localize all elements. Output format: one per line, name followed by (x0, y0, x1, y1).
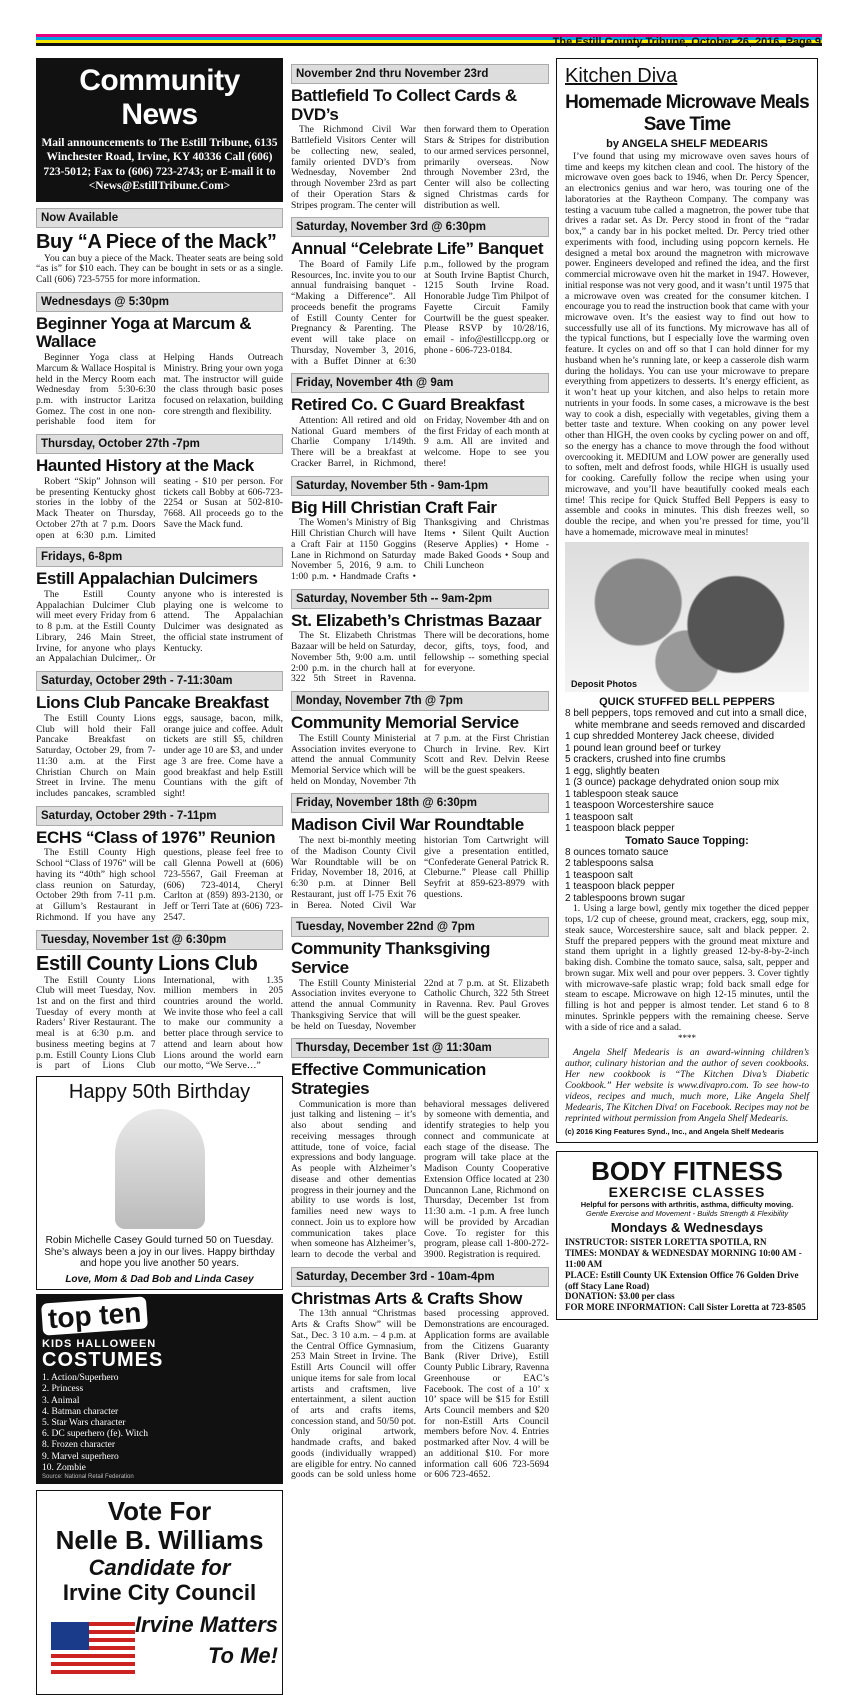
list-item: 1. Action/Superhero (42, 1373, 119, 1384)
news-item (36, 208, 283, 286)
list-item: 1 teaspoon black pepper (565, 881, 675, 893)
vote-line1: Vote For (107, 1496, 212, 1527)
list-item: 1 teaspoon salt (565, 811, 633, 823)
ingredients-list (565, 708, 809, 835)
fitness-more: FOR MORE INFORMATION: Call Sister Loretta at 723-8505 (565, 1302, 806, 1313)
item-title: Christmas Arts & Crafts Show (291, 1288, 522, 1308)
fitness-place: PLACE: Estill County UK Extension Office 76 Golden Drive (off Stacy Lane Road) (565, 1269, 799, 1291)
kitchen-diva-box (556, 58, 818, 1143)
item-body: The Estill County Ministerial Association invites everyone to attend the annual Community Thanksgiving Service that will be held on Tuesday, November 22nd at 7 p.m. at St. Elizabeth Catholic Church, 322 5th Street in Ravenna. Rev. Paul Groves will be the guest speaker. (291, 977, 549, 1032)
vote-line5: Irvine Matters (134, 1611, 278, 1637)
fitness-tag2: Gentle Exercise and Movement - Builds Strength & Flexibility (585, 1209, 789, 1219)
item-date-header: Saturday, November 5th -- 9am-2pm (291, 589, 549, 609)
item-date-header: Saturday, October 29th - 7-11pm (36, 806, 283, 826)
list-item: 9. Marvel superhero (42, 1451, 119, 1462)
list-item: 8 ounces tomato sauce (565, 846, 669, 858)
item-body: The Women’s Ministry of Big Hill Christian Church will have a Craft Fair at 1150 Goggins Lane in Richmond on Saturday November 5, 2016, 9 a.m. to 1:00 p.m. • Handmade Crafts • Thanksgiving and Christmas Items • Silent Quilt Auction (Reserve Applies) • Home - made Baked Goods • Soup and Chili Luncheon (291, 517, 549, 582)
top-ten-line2: COSTUMES (42, 1349, 164, 1372)
item-date-header: Saturday, December 3rd - 10am-4pm (291, 1267, 549, 1287)
item-title: Estill Appalachian Dulcimers (36, 569, 258, 589)
item-date-header: Saturday, October 29th - 7-11:30am (36, 671, 283, 691)
kitchen-diva-header: Kitchen Diva (565, 65, 678, 87)
list-item: 1 (3 ounce) package dehydrated onion soup mix (565, 777, 780, 789)
list-item: 1 cup shredded Monterey Jack cheese, divided (565, 731, 775, 743)
news-item (291, 64, 549, 211)
item-body: The Estill County Ministerial Association invites everyone to attend the annual Community Memorial Service which will be held on Monday, November 7th at 7 p.m. at the First Christian Church in Irvine. Rev. Kirt Scott and Rev. Delvin Reese will be the guest speakers. (291, 732, 549, 787)
column-3 (556, 58, 818, 1320)
fitness-tag1: Helpful for persons with arthritis, asthma, difficulty moving. (580, 1200, 794, 1210)
news-item (36, 292, 283, 429)
item-date-header: Wednesdays @ 5:30pm (36, 292, 283, 312)
item-title: Community Memorial Service (291, 713, 519, 733)
item-body: The Estill County Appalachian Dulcimer Club will meet every Friday from 6 to 8 p.m. at the Estill County Library, 246 Main Street, Irvine, for anyone who plays an Appalachian Dulcimer,. Or anyone who is interested is playing one is welcome to attend. The Appalachian Dulcimer was designated as the official state instrument of Kentucky. (36, 589, 283, 665)
community-news-address: Mail announcements to The Estill Tribune, 6135 Winchester Road, Irvine, KY 40336 Call (606) 723-5012; Fax to (606) 723-2743; or E-mail it to <News@EstillTribune.Com> (41, 137, 278, 193)
list-item: 3. Animal (42, 1395, 80, 1406)
list-item: 5. Star Wars character (42, 1417, 126, 1428)
item-date-header: Thursday, December 1st @ 11:30am (291, 1038, 549, 1058)
news-item (291, 917, 549, 1032)
item-title: Effective Communication Strategies (291, 1060, 486, 1099)
body-fitness-ad (556, 1151, 818, 1320)
item-body: The St. Elizabeth Christmas Bazaar will be held on Saturday, November 5th, 9:00 a.m. until 2:00 p.m. in the church hall at 322 5th Street in Ravenna. There will be decorations, home decor, gifts, toys, food, and fellowship -- something special for everyone. (291, 630, 549, 685)
birthday-message: Robin Michelle Casey Gould turned 50 on Tuesday. She’s always been a joy in our lives. Happy birthday and hope you live another 50 years. (44, 1235, 275, 1270)
news-item (36, 930, 283, 1073)
list-item: 2 tablespoons salsa (565, 858, 654, 870)
list-item: 1 teaspoon black pepper (565, 823, 675, 835)
recipe-title: QUICK STUFFED BELL PEPPERS (599, 696, 775, 709)
news-item (36, 671, 283, 800)
item-date-header: Saturday, November 5th - 9am-1pm (291, 476, 549, 496)
item-title: St. Elizabeth’s Christmas Bazaar (291, 610, 542, 630)
item-date-header: Thursday, October 27th -7pm (36, 434, 283, 454)
news-item (291, 589, 549, 685)
fitness-donation: DONATION: $3.00 per class (565, 1291, 675, 1302)
item-title: Big Hill Christian Craft Fair (291, 497, 497, 517)
fitness-days: Mondays & Wednesdays (610, 1220, 764, 1236)
vote-line4: Irvine City Council (62, 1579, 257, 1605)
list-item: 1 teaspoon Worcestershire sauce (565, 800, 714, 812)
item-title: Community Thanksgiving Service (291, 939, 490, 977)
list-item: 1 teaspoon salt (565, 869, 633, 881)
birthday-signoff-text: Love, Mom & Dad Bob and Linda Casey (65, 1273, 254, 1285)
item-title: Annual “Celebrate Life” Banquet (291, 239, 544, 259)
peppers-photo (565, 542, 809, 692)
item-body: You can buy a piece of the Mack. Theater seats are being sold “as is” for $10 each. They can be bought in sets or as a single. Call (606) 723-5755 for more information. (36, 252, 283, 285)
top-ten-list (42, 1373, 277, 1474)
item-date-header: Tuesday, November 1st @ 6:30pm (36, 930, 283, 950)
list-item: 6. DC superhero (fe). Witch (42, 1429, 149, 1440)
item-title: Retired Co. C Guard Breakfast (291, 395, 525, 415)
birthday-signoff (43, 1274, 276, 1286)
news-item (36, 547, 283, 665)
top-ten-graphic (36, 1294, 283, 1484)
item-title: Buy “A Piece of the Mack” (36, 230, 277, 253)
item-title: Madison Civil War Roundtable (291, 815, 524, 835)
copyright: (c) 2016 King Features Synd., Inc., and Angela Shelf Medearis (565, 1127, 784, 1137)
item-date-header: Now Available (36, 208, 283, 228)
vote-line2: Nelle B. Williams (55, 1524, 264, 1555)
recipe-steps: 1. Using a large bowl, gently mix together the diced pepper tops, 1/2 cup of cheese, ground meat, crackers, egg, soup mix, steak sauce, Worcestershire sauce, salt and black pepper. 2. Stuff the prepared peppers with the ground meat mixture and stand them upright in a lightly greased 12-by-8-by-2-inch baking dish. Combine the tomato sauce, salsa, salt, pepper and brown sugar. Mix well and pour over peppers. 3. Cover tightly with microwave-safe plastic wrap; fold back small edge for steam to escape. Microwave on high 12-15 minutes, until the filling is hot and pepper is almost tender. Let stand 6 to 8 minutes. Sprinkle peppers with the remaining cheese. Serve with a side of rice and a salad. (565, 903, 809, 1033)
item-title: Haunted History at the Mack (36, 456, 254, 476)
kitchen-diva-intro: I’ve found that using my microwave oven saves hours of time and keeps my kitchen clean and cool. The history of the microwave oven goes back to 1946, when Dr. Percy Spencer, an electronics genius and war hero, was touring one of the laboratories at the Raytheon Company. The company was testing a vacuum tube called a magnetron, the power tube that drives a radar set. As Dr. Percy stood in front of the “radar box,” a candy bar in his pocket melted. Dr. Percy tried other experiments with food, including using popcorn kernels. He designed a metal box around the magnetron with microwave power. Engineers developed and refined the idea, and the first commercial microwave oven hit the market in 1947. However, initial response was not very good, and it wasn’t until 1975 that a microwave oven was created for the consumer kitchen. I encourage you to read the instruction book that came with your microwave oven. It’s the easiest way to find out how to successfully use all of its functions. My microwave has all of the typical functions, but I especially love the warming oven feature. It cycles on and off so that I can hold dinner for my husband when he’s running late, or keep a casserole dish warm during the holidays. You can use your microwave to prepare everything from appetizers to desserts. It’s energy efficient, as it won’t heat up your kitchen, and also helps to retain more nutrients in your foods. In some cases, a microwave is the best way to cook a dish, especially with vegetables, giving them a better taste and texture. When cooking on any power level other than HIGH, the oven cooks by cycling power on and off, so the energy has a chance to move through the food without overcooking it. MEDIUM and LOW power are generally used to soften, melt and defrost foods, while HIGH is usually used for cooking. Carefully follow the recipe when using your microwave, and you’ll have beautifully cooked meals each time! This recipe for Quick Stuffed Bell Peppers is easy to assemble and cooks in minutes. This dish freezes well, so double the recipe, and when you’re pressed for time, you’ll have a homemade, microwave meal in minutes! (565, 151, 809, 538)
item-body: The Estill County High School “Class of 1976” will be having its “40th” high school class reunion on Saturday, October 29th from 7-11 p.m. at Gillum’s Restaurant in Richmond. If you have any questions, please feel free to call Glenna Powell at (606) 723-5567, Gail Freeman at (606) 723-4014, Cheryl Carlton at (859) 893-2130, or Jeff or Terri Tate at (606) 723-2547. (36, 847, 283, 923)
item-body: Communication is more than just talking and listening – it’s also about sending and receiving messages through attitude, tone of voice, facial expressions and body language. As people with Alzheimer’s disease and other dementias progress in their journey and the ability to use words is lost, families need new ways to connect. Join us to explore how communication takes place when someone has Alzheimer’s, learn to decode the verbal and behavioral messages delivered by someone with dementia, and identify strategies to help you connect and communicate at each stage of the disease. The program will take place at the Madison County Cooperative Extension Office located at 230 Duncannon Lane, Richmond on Thursday, December 1st from 11:30 a.m. -1 p.m. A free lunch will be provided by Arcadian Cove. To register for this program, please call 1-800-272-3900. Registration is required. (291, 1098, 549, 1260)
page-header: The Estill County Tribune, October 26, 2016, Page 9 (552, 36, 821, 48)
item-title: ECHS “Class of 1976” Reunion (36, 827, 276, 847)
list-item: 10. Zombie (42, 1462, 86, 1473)
list-item: 8. Frozen character (42, 1440, 116, 1451)
list-item: 1 pound lean ground beef or turkey (565, 742, 721, 754)
fitness-instructor: INSTRUCTOR: SISTER LORETTA SPOTILA, RN (565, 1237, 767, 1248)
community-news-box (36, 58, 283, 202)
list-item: 5 crackers, crushed into fine crumbs (565, 754, 726, 766)
item-title: Lions Club Pancake Breakfast (36, 693, 269, 713)
news-item (291, 373, 549, 469)
list-item: 4. Batman character (42, 1406, 119, 1417)
top-ten-logo: top ten (41, 1297, 148, 1336)
fitness-times: TIMES: MONDAY & WEDNESDAY MORNING 10:00 AM - 11:00 AM (565, 1248, 802, 1270)
item-title: Beginner Yoga at Marcum & Wallace (36, 313, 252, 352)
news-item (291, 793, 549, 911)
stars-divider: **** (678, 1033, 696, 1044)
item-body: Attention: All retired and old National Guard members of Charlie Company 1/149th. There will be a breakfast at Cracker Barrel, in Richmond, on Friday, November 4th and on the first Friday of each month at 9 a.m. All are invited and welcome. Hope to see you there! (291, 414, 549, 469)
news-item (36, 434, 283, 541)
fitness-subtitle: EXERCISE CLASSES (608, 1184, 766, 1201)
list-item: 2 tablespoons brown sugar (565, 892, 686, 904)
item-body: The Estill County Lions Club will hold their Fall Pancake Breakfast on Saturday, October 29, from 7-11:30 a.m. at the First Christian Church on Main Street in Irvine. The menu includes pancakes, scrambled eggs, sausage, bacon, milk, orange juice and coffee. Adult tickets are still $5, children under age 10 are $3, and under age 3 are free. Come have a good breakfast and help Estill Countians with the gift of sight! (36, 712, 283, 799)
item-date-header: November 2nd thru November 23rd (291, 64, 549, 84)
vote-ad (36, 1490, 283, 1695)
list-item: 1 tablespoon steak sauce (565, 788, 679, 800)
birthday-photo (115, 1109, 205, 1229)
top-ten-source: Source: National Retail Federation (42, 1473, 134, 1480)
item-date-header: Monday, November 7th @ 7pm (291, 691, 549, 711)
photo-credit: Deposit Photos (571, 679, 638, 690)
vote-line6: To Me! (207, 1642, 278, 1668)
item-title: Battlefield To Collect Cards & DVD’s (291, 86, 517, 124)
column-2 (291, 58, 549, 1481)
list-item: 1 egg, slightly beaten (565, 765, 660, 777)
news-item (291, 1267, 549, 1481)
sauce-list (565, 847, 809, 905)
fitness-title: BODY FITNESS (591, 1156, 783, 1187)
item-body: The next bi-monthly meeting of the Madison County Civil War Roundtable will be on Friday, November 18, 2016, at 6:30 p.m. at Dinner Bell Restaurant, just off I-75 Exit 76 in Berea. Noted Civil War historian Tom Cartwright will give a presentation entitled, “Confederate General Patrick R. Cleburne.” Please call Phillip Seyfrit at 859-623-8979 with questions. (291, 835, 549, 911)
vote-line3: Candidate for (88, 1555, 231, 1581)
author-bio: Angela Shelf Medearis is an award-winning children’s author, culinary historian and the author of seven cookbooks. Her new cookbook is “The Kitchen Diva’s Diabetic Cookbook.” Her website is www.divapro.com. To see how-to videos, recipes and much, much more, Like Angela Shelf Medearis, The Kitchen Diva! on Facebook. Recipes may not be reprinted without permission from Angela Shelf Medearis. (565, 1047, 809, 1125)
item-date-header: Saturday, November 3rd @ 6:30pm (291, 217, 549, 237)
news-item (291, 217, 549, 367)
item-body: Robert “Skip” Johnson will be presenting Kentucky ghost stories in the lobby of the Mack Theater on Thursday, October 27th at 7 p.m. Doors open at 6:30 p.m. Limited seating - $10 per person. For tickets call Bobby at 606-723-2254 or Susan at 502-810-7668. All proceeds go to the Save the Mack fund. (36, 475, 283, 541)
top-ten-line1: KIDS HALLOWEEN (42, 1338, 157, 1351)
item-body: Beginner Yoga class at Marcum & Wallace Hospital is held in the Mercy Room each Wednesday from 5:30-6:30 p.m. with instructor Laritza Gomez. The cost in one non-perishable food item for Helping Hands Outreach Ministry. Bring your own yoga mat. The instructor will guide the class through basic poses focused on relaxation, building core strength and flexibility. (36, 352, 283, 428)
community-news-title: Community News (79, 64, 240, 131)
item-body: The Richmond Civil War Battlefield Visitors Center will be collecting new, sealed, family oriented DVD’s from Wednesday, November 2nd through November 23rd as part of their Operation Stars & Stripes program. The center will then forward them to Operation Stars & Stripes for distribution to our armed services personnel, primarily overseas. Now through November 23rd, the Center will also be collecting signed Christmas cards for distribution as well. (291, 124, 549, 211)
item-date-header: Fridays, 6-8pm (36, 547, 283, 567)
item-title: Estill County Lions Club (36, 952, 258, 975)
column-1 (36, 58, 283, 1695)
kitchen-diva-title: Homemade Microwave Meals Save Time (565, 92, 809, 135)
item-date-header: Friday, November 18th @ 6:30pm (291, 793, 549, 813)
col1-items (36, 208, 283, 1073)
kitchen-diva-byline: by ANGELA SHELF MEDEARIS (606, 138, 768, 150)
birthday-ad (36, 1076, 283, 1290)
list-item: 8 bell peppers, tops removed and cut into a small dice, white membrane and seeds removed and discarded (565, 708, 807, 731)
news-item (291, 691, 549, 787)
item-body: The Board of Family Life Resources, Inc. invite you to our annual fundraising banquet - “Making a Difference”. All proceeds benefit the programs of Estill County Center for Pregnancy & Parenting. The event will take place on Thursday, November 3, 2016, with a Buffet Dinner at 6:30 p.m., followed by the program at South Irvine Baptist Church, 1215 South Irvine Road. Honorable Judge Tim Philpot of Fayette Circuit Family Courtwill be the guest speaker. Please RSVP by 10/28/16, email - info@estillccpp.org or phone - 606-723-0184. (291, 258, 549, 367)
item-date-header: Tuesday, November 22nd @ 7pm (291, 917, 549, 937)
news-item (291, 1038, 549, 1260)
birthday-heading: Happy 50th Birthday (68, 1081, 251, 1104)
item-body: The Estill County Lions Club will meet Tuesday, Nov. 1st and on the first and third Tuesday of every month at Raders’ River Restaurant. The meal is at 6:30 p.m. and business meeting begins at 7 p.m. Estill County Lions Club is part of Lions Club International, with 1.35 million members in 205 countries around the world. We invite those who feel a call to make our community a better place through service to attend and learn about how Lions around the world earn our motto, “We Serve…” (36, 974, 283, 1072)
news-item (36, 806, 283, 924)
item-date-header: Friday, November 4th @ 9am (291, 373, 549, 393)
list-item: 2. Princess (42, 1384, 84, 1395)
item-body: The 13th annual “Christmas Arts & Crafts Show” will be Sat., Dec. 3 10 a.m. – 4 p.m. at the Central Office Gymnasium, 253 Main Street in Irvine. The Estill Arts Council will offer unique items for sale from local artists and craftsmen, live entertainment, a silent auction of arts and crafts items, concession stand, and 50/50 pot. Only original artwork, handmade crafts, and baked goods (individually wrapped) are eligible for entry. No canned goods can be sold unless home based processing approved. Demonstrations are encouraged. Application forms are available from the Citizens Guaranty Bank (River Drive), Estill County Public Library, Ravenna Greenhouse or EAC’s Facebook. The cost of a 10’ x 10’ space will be $15 for Estill Arts Council members and $20 for non-Estill Arts Council members before Nov. 4. Entries postmarked after Nov. 4 will be an additional $10. For more information call 606 723-5694 or 606 723-4652. (291, 1308, 549, 1481)
us-flag-icon (51, 1622, 135, 1678)
sauce-title: Tomato Sauce Topping: (625, 834, 749, 847)
news-item (291, 476, 549, 583)
